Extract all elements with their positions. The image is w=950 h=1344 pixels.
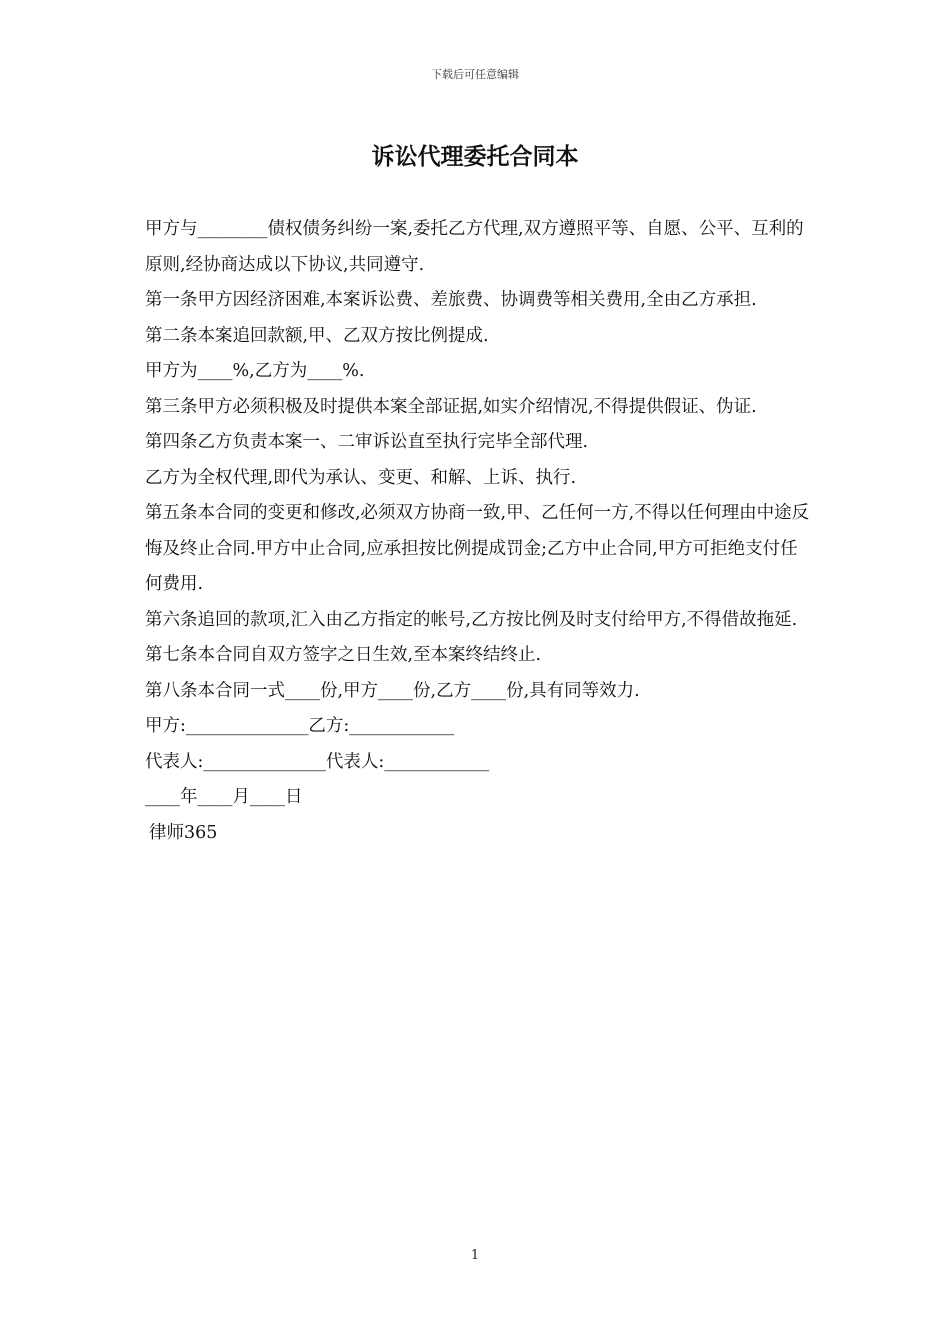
contract-body xyxy=(145,212,810,851)
representative-sign-line: 代表人:______________代表人:____________ xyxy=(145,751,490,772)
article-4-paragraph: 第四条乙方负责本案一、二审诉讼直至执行完毕全部代理. xyxy=(145,432,589,452)
article-6-paragraph: 第六条追回的款项,汇入由乙方指定的帐号,乙方按比例及时支付给甲方,不得借故拖延. xyxy=(145,609,798,630)
page-number: 1 xyxy=(470,1248,480,1263)
article-3-paragraph: 第三条甲方必须积极及时提供本案全部证据,如实介绍情况,不得提供假证、伪证. xyxy=(145,396,757,417)
document-title: 诉讼代理委托合同本 xyxy=(371,144,579,170)
party-sign-line: 甲方:______________乙方:____________ xyxy=(145,716,455,736)
authority-paragraph: 乙方为全权代理,即代为承认、变更、和解、上诉、执行. xyxy=(145,467,577,488)
article-1-paragraph: 第一条甲方因经济困难,本案诉讼费、差旅费、协调费等相关费用,全由乙方承担. xyxy=(145,290,757,310)
article-8-paragraph: 第八条本合同一式____份,甲方____份,乙方____份,具有同等效力. xyxy=(145,680,640,701)
signature-text: 律师365 xyxy=(149,822,218,843)
date-line: ____年____月____日 xyxy=(145,787,303,807)
ratio-paragraph: 甲方为____%,乙方为____%. xyxy=(145,361,365,381)
article-7-paragraph: 第七条本合同自双方签字之日生效,至本案终结终止. xyxy=(145,645,542,665)
page-header-note: 下载后可任意编辑 xyxy=(431,68,519,81)
contract-intro-paragraph: 甲方与________债权债务纠纷一案,委托乙方代理,双方遵照平等、自愿、公平、互利的原则,经协商达成以下协议,共同遵守. xyxy=(145,219,804,275)
article-5-paragraph: 第五条本合同的变更和修改,必须双方协商一致,甲、乙任何一方,不得以任何理由中途反悔及终止合同.甲方中止合同,应承担按比例提成罚金;乙方中止合同,甲方可拒绝支付任何费用. xyxy=(145,503,810,594)
article-2-paragraph: 第二条本案追回款额,甲、乙双方按比例提成. xyxy=(145,325,489,346)
